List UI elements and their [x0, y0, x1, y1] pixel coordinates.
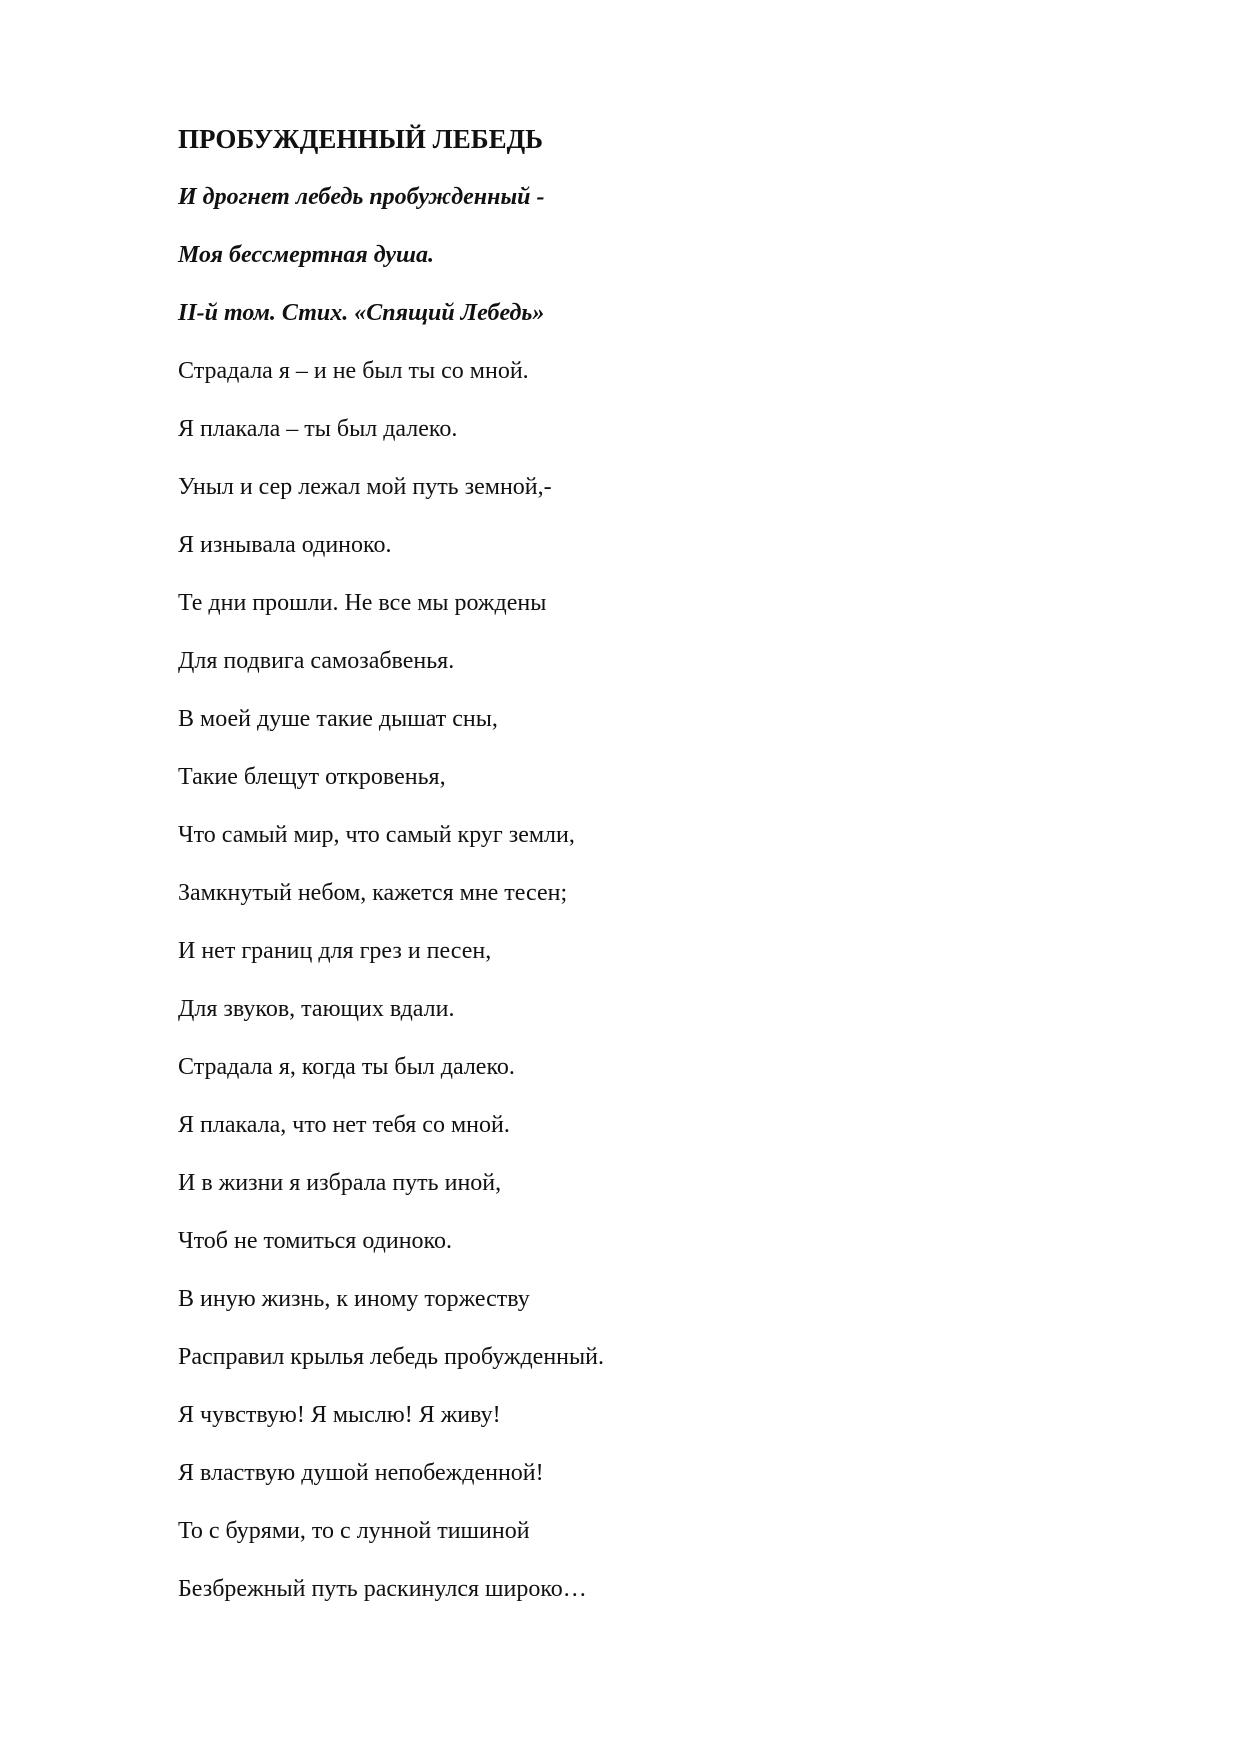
epigraph-source: II-й том. Стих. «Спящий Лебедь» [178, 300, 545, 326]
verse-line: В иную жизнь, к иному торжеству [178, 1286, 530, 1312]
verse-line: Я плакала – ты был далеко. [178, 416, 458, 442]
verse-line: Для звуков, тающих вдали. [178, 996, 455, 1022]
verse-line: Те дни прошли. Не все мы рождены [178, 590, 547, 616]
verse-line: В моей душе такие дышат сны, [178, 706, 498, 732]
epigraph-line: И дрогнет лебедь пробужденный - [178, 184, 545, 210]
verse-line: И в жизни я избрала путь иной, [178, 1170, 502, 1196]
verse-line: Страдала я, когда ты был далеко. [178, 1054, 515, 1080]
verse-line: Такие блещут откровенья, [178, 764, 446, 790]
verse-line: Я чувствую! Я мыслю! Я живу! [178, 1402, 501, 1428]
verse [178, 342, 1138, 1618]
verse-line: Расправил крылья лебедь пробужденный. [178, 1344, 604, 1370]
verse-line: Что самый мир, что самый круг земли, [178, 822, 575, 848]
verse-line: Я властвую душой непобежденной! [178, 1460, 544, 1486]
poem [178, 110, 1138, 1618]
verse-line: Для подвига самозабвенья. [178, 648, 455, 674]
verse-line: Страдала я – и не был ты со мной. [178, 358, 529, 384]
verse-line: То с бурями, то с лунной тишиной [178, 1518, 530, 1544]
verse-line: Я плакала, что нет тебя со мной. [178, 1112, 510, 1138]
verse-line: И нет границ для грез и песен, [178, 938, 492, 964]
poem-title: ПРОБУЖДЕННЫЙ ЛЕБЕДЬ [178, 124, 544, 154]
verse-line: Уныл и сер лежал мой путь земной,- [178, 474, 552, 500]
verse-line: Замкнутый небом, кажется мне тесен; [178, 880, 568, 906]
epigraph-line: Моя бессмертная душа. [178, 242, 435, 268]
verse-line: Безбрежный путь раскинулся широко… [178, 1576, 587, 1602]
epigraph [178, 168, 1138, 342]
verse-line: Я изнывала одиноко. [178, 532, 392, 558]
verse-line: Чтоб не томиться одиноко. [178, 1228, 452, 1254]
